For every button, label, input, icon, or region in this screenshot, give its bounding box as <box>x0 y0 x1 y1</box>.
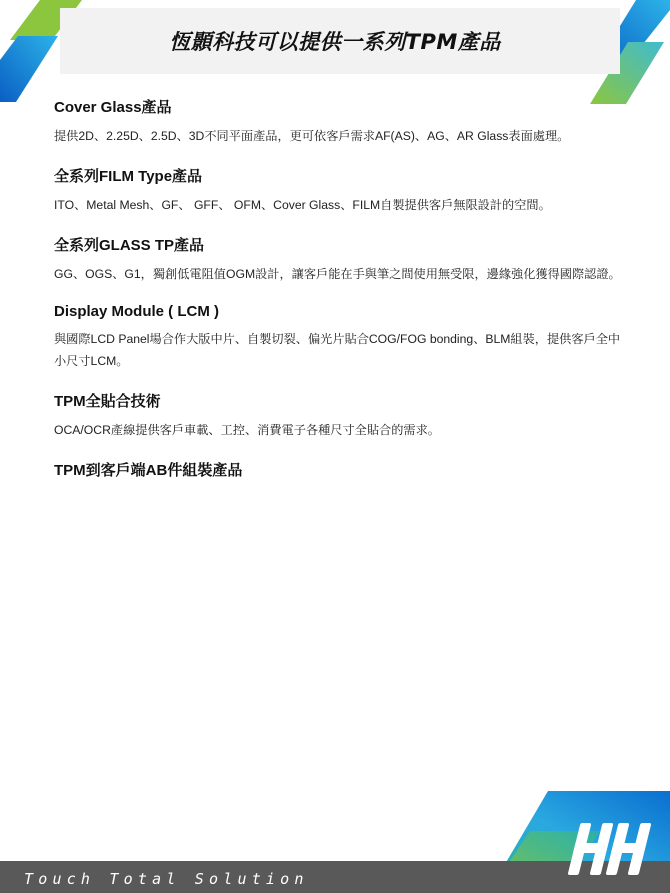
section-film-type <box>54 165 624 216</box>
section-heading: Display Module ( LCM ) <box>54 303 219 320</box>
section-body: ITO、Metal Mesh、GF、 GFF、 OFM、Cover Glass、FILM自製提供客戶無限設計的空間。 <box>54 198 551 212</box>
page-header <box>0 0 670 80</box>
footer-tagline: Touch Total Solution <box>24 870 309 888</box>
section-glass-tp <box>54 234 624 285</box>
content <box>54 96 624 498</box>
section-heading: Cover Glass產品 <box>54 99 172 116</box>
section-cover-glass <box>54 96 624 147</box>
section-heading: 全系列GLASS TP產品 <box>54 237 205 254</box>
page-title: 恆顥科技可以提供一系列TPM產品 <box>169 30 501 54</box>
page-footer <box>0 791 670 893</box>
section-tpm-lamination <box>54 390 624 441</box>
section-heading: TPM全貼合技術 <box>54 393 161 410</box>
section-ab-assembly <box>54 459 624 480</box>
company-logo-icon <box>562 817 658 881</box>
section-heading: TPM到客戶端AB件組裝產品 <box>54 462 243 479</box>
section-display-module <box>54 303 624 372</box>
section-heading: 全系列FILM Type產品 <box>54 168 203 185</box>
section-body: GG、OGS、G1，獨創低電阻值OGM設計，讓客戶能在手與筆之間使用無受限，邊緣強化獲得國際認證。 <box>54 267 621 281</box>
section-body: 與國際LCD Panel場合作大版中片、自製切裂、偏光片貼合COG/FOG bonding、BLM組裝，提供客戶全中小尺寸LCM。 <box>54 332 621 368</box>
section-body: 提供2D、2.25D、2.5D、3D不同平面產品，更可依客戶需求AF(AS)、AG、AR Glass表面處理。 <box>54 129 570 143</box>
section-body: OCA/OCR產線提供客戶車載、工控、消費電子各種尺寸全貼合的需求。 <box>54 423 440 437</box>
